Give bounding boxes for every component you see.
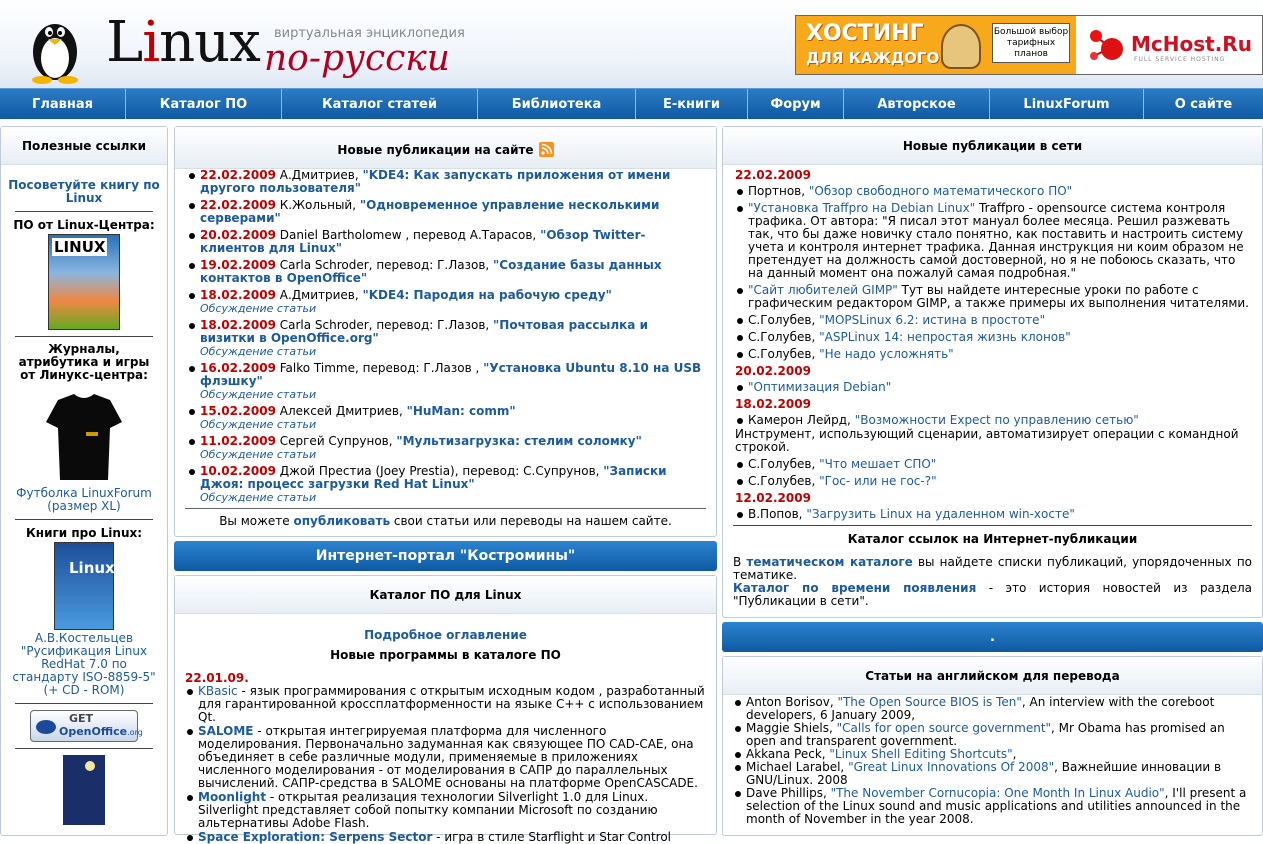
portal-banner[interactable]: Интернет-портал "Костромины" bbox=[174, 541, 717, 571]
site-news-title: Новые публикации на сайте bbox=[337, 142, 534, 157]
nav-ebooks[interactable]: E-книги bbox=[636, 89, 748, 119]
nav-articles-catalog[interactable]: Каталог статей bbox=[282, 89, 478, 119]
page-header bbox=[0, 0, 1263, 88]
rss-icon[interactable] bbox=[539, 142, 554, 157]
time-catalog-link[interactable]: Каталог по времени появления bbox=[733, 581, 977, 595]
news-item bbox=[187, 259, 704, 285]
news-title-link[interactable]: "Мультизагрузка: стелим соломку" bbox=[396, 434, 642, 448]
web-news-link[interactable]: "ASPLinux 14: непростая жизнь клонов" bbox=[819, 330, 1071, 344]
book-cover-icon: Linux bbox=[69, 559, 115, 577]
logo-russian-text: по-русски bbox=[264, 38, 450, 79]
news-date: 20.02.2009 bbox=[200, 228, 276, 242]
nav-linuxforum[interactable]: LinuxForum bbox=[990, 89, 1144, 119]
news-date: 19.02.2009 bbox=[200, 258, 276, 272]
web-news-author: С.Голубев, bbox=[748, 330, 820, 344]
tshirt-caption[interactable]: Футболка LinuxForum (размер XL) bbox=[16, 486, 152, 513]
web-news-desc: Тут вы найдете интересные уроки по работе с графическим редактором GIMP, а также примеры их выполнения читателями. bbox=[748, 283, 1249, 310]
publish-link[interactable]: опубликовать bbox=[293, 514, 391, 528]
banner-brand: McHost.Ru bbox=[1131, 32, 1252, 56]
web-news-date: 18.02.2009 bbox=[735, 397, 811, 411]
site-logo[interactable] bbox=[18, 10, 468, 82]
english-article-item bbox=[733, 761, 1250, 787]
web-news-list bbox=[723, 165, 1262, 521]
publish-line bbox=[175, 514, 716, 528]
web-news-item bbox=[735, 348, 1250, 361]
moon-icon bbox=[85, 761, 95, 771]
web-news-link[interactable]: "Сайт любителей GIMP" bbox=[748, 283, 898, 297]
english-author: Akkana Peck, bbox=[746, 747, 830, 761]
news-comment-link[interactable]: Обсуждение статьи bbox=[200, 418, 317, 431]
english-desc: , I'll present a selection of the Linux sound and music applications and utilities announced in the month of November in the year 2008. bbox=[746, 786, 1247, 826]
nav-software-catalog[interactable]: Каталог ПО bbox=[126, 89, 282, 119]
web-news-item bbox=[735, 381, 1250, 394]
web-news-item bbox=[735, 202, 1250, 280]
program-item bbox=[185, 831, 706, 844]
web-news-author: Портнов, bbox=[748, 184, 809, 198]
new-programs-heading: Новые программы в каталоге ПО bbox=[330, 648, 561, 662]
news-item bbox=[187, 405, 704, 431]
right-blue-bar[interactable]: . bbox=[722, 622, 1263, 652]
web-news-link[interactable]: "Оптимизация Debian" bbox=[748, 380, 892, 394]
news-date: 18.02.2009 bbox=[200, 288, 276, 302]
english-author: Dave Phillips, bbox=[746, 786, 831, 800]
journal-heading: Журналы, атрибутика и игры от Линукс-центра: bbox=[18, 342, 150, 382]
news-author: Джой Престиа (Joey Prestia), перевод: С.Супрунов, bbox=[279, 464, 604, 478]
program-name-link[interactable]: Moonlight bbox=[198, 790, 267, 804]
linux-format-magazine[interactable] bbox=[48, 234, 120, 330]
news-author: Carla Schroder, перевод: Г.Лазов, bbox=[279, 258, 494, 272]
web-news-author: С.Голубев, bbox=[748, 347, 820, 361]
nav-authors[interactable]: Авторское bbox=[844, 89, 990, 119]
program-description: - игра в стиле Starflight и Star Control bbox=[432, 830, 672, 844]
logo-subtitle: виртуальная энциклопедия bbox=[274, 26, 465, 41]
thematic-catalog-link[interactable]: тематическом каталоге bbox=[746, 555, 913, 569]
web-news-item bbox=[735, 414, 1250, 427]
program-description: - язык программирования с открытым исходным кодом , разработанный для гарантированной кроссплатформенности на языке C++ с использованием Qt. bbox=[198, 684, 705, 724]
book-cover[interactable] bbox=[54, 542, 114, 630]
nav-home[interactable]: Главная bbox=[0, 89, 126, 119]
english-desc: , An interview with the coreboot developers, 6 January 2009, bbox=[746, 695, 1215, 722]
news-date: 10.02.2009 bbox=[200, 464, 276, 478]
news-comment-link[interactable]: Обсуждение статьи bbox=[200, 388, 317, 401]
magazine-cover-icon: LINUX bbox=[54, 238, 106, 256]
web-news-link[interactable]: "MOPSLinux 6.2: истина в простоте" bbox=[819, 313, 1046, 327]
english-article-item bbox=[733, 722, 1250, 748]
news-title-link[interactable]: "HuMan: comm" bbox=[406, 404, 516, 418]
web-news-author: С.Голубев, bbox=[748, 313, 820, 327]
news-author: Сергей Супрунов, bbox=[279, 434, 397, 448]
news-author: Falko Timme, перевод: Г.Лазов , bbox=[279, 361, 484, 375]
programs-date: 22.01.09. bbox=[185, 671, 249, 685]
news-item bbox=[187, 169, 704, 195]
oo-get-label: GET bbox=[69, 712, 94, 725]
english-desc: , bbox=[1012, 747, 1017, 761]
english-articles-title: Статьи на английском для перевода bbox=[723, 657, 1262, 695]
program-item bbox=[185, 685, 706, 724]
banner-line1: ХОСТИНГ bbox=[806, 21, 924, 46]
english-author: Michael Larabel, bbox=[746, 760, 849, 774]
news-author: А.Дмитриев, bbox=[279, 288, 363, 302]
web-news-item bbox=[735, 508, 1250, 521]
web-news-link[interactable]: "Обзор свободного математического ПО" bbox=[808, 184, 1073, 198]
night-sky-image[interactable] bbox=[63, 755, 105, 825]
program-item bbox=[185, 725, 706, 790]
news-title-link[interactable]: "Обзор Twitter-клиентов для Linux" bbox=[200, 228, 646, 255]
news-comment-link[interactable]: Обсуждение статьи bbox=[200, 491, 317, 504]
news-item bbox=[187, 435, 704, 461]
news-item bbox=[187, 465, 704, 504]
web-news-item bbox=[735, 331, 1250, 344]
english-article-link[interactable]: "Great Linux Innovations Of 2008" bbox=[848, 760, 1055, 774]
news-title-link[interactable]: "Одновременное управление несколькими серверами" bbox=[200, 198, 660, 225]
news-title-link[interactable]: "Создание базы данных контактов в OpenOffice" bbox=[200, 258, 662, 285]
site-news-panel bbox=[174, 126, 717, 537]
web-news-date: 12.02.2009 bbox=[735, 491, 811, 505]
logo-linux-text: Linux bbox=[106, 10, 260, 75]
banner-bubble: Большой выбор тарифных планов bbox=[992, 23, 1070, 63]
nav-library[interactable]: Библиотека bbox=[478, 89, 636, 119]
openoffice-gull-icon bbox=[36, 720, 56, 734]
web-news-item bbox=[735, 284, 1250, 310]
catalog-toc-link[interactable]: Подробное оглавление bbox=[364, 628, 527, 642]
english-article-item bbox=[733, 787, 1250, 826]
english-author: Anton Borisov, bbox=[746, 695, 838, 709]
web-news-link[interactable]: "Не надо усложнять" bbox=[819, 347, 954, 361]
news-author: К.Жольный, bbox=[279, 198, 360, 212]
program-description: - открытая интегрируемая платформа для численного моделирования. Первоначально задуманная как связующее ПО CAD-CAE, она объединяет в себе различные модули, применяемые в приложениях численного моделирования - от моделирования в САПР до параллельных вычислений. САПР-средства в SALOME основаны на платформе OpenCASCADE. bbox=[198, 724, 698, 790]
program-item bbox=[185, 791, 706, 830]
english-article-item bbox=[733, 696, 1250, 722]
web-news-author: С.Голубев, bbox=[748, 474, 820, 488]
tshirt-icon[interactable] bbox=[44, 390, 124, 484]
get-openoffice-button[interactable] bbox=[30, 710, 143, 742]
news-title-link[interactable]: "KDE4: Как запускать приложения от имени другого пользователя" bbox=[200, 168, 671, 195]
web-news-title: Новые публикации в сети bbox=[723, 127, 1262, 165]
web-news-date: 20.02.2009 bbox=[735, 364, 811, 378]
program-description: - открытая реализация технологии Silverlight 1.0 для Linux. Silverlight представляет собой попытку компании Microsoft по созданию альтернативы Adobe Flash. bbox=[198, 790, 658, 830]
news-date: 22.02.2009 bbox=[200, 198, 276, 212]
english-author: Maggie Shiels, bbox=[746, 721, 837, 735]
program-name-link[interactable]: KBasic bbox=[198, 684, 238, 698]
news-date: 15.02.2009 bbox=[200, 404, 276, 418]
catalog-links-title: Каталог ссылок на Интернет-публикации bbox=[847, 532, 1138, 546]
news-title-link[interactable]: "Почтовая рассылка и визитки в OpenOffice.org" bbox=[200, 318, 648, 345]
tux-logo-icon bbox=[22, 12, 88, 84]
web-news-link[interactable]: "Что мешает СПО" bbox=[819, 457, 937, 471]
software-catalog-title: Каталог ПО для Linux bbox=[175, 576, 716, 614]
banner-brand-sub: FULL SERVICE HOSTING bbox=[1134, 56, 1226, 63]
web-news-link[interactable]: "Загрузить Linux на удаленном win-хосте" bbox=[806, 507, 1075, 521]
news-comment-link[interactable]: Обсуждение статьи bbox=[200, 448, 317, 461]
english-desc: , Mr Obama has promised an open and transparent government. bbox=[746, 721, 1225, 748]
web-news-author: Камерон Лейрд, bbox=[748, 413, 855, 427]
site-news-list bbox=[175, 169, 716, 504]
site-news-header bbox=[175, 127, 716, 169]
web-news-link[interactable]: "Установка Traffpro на Debian Linux" bbox=[748, 201, 976, 215]
web-news-item bbox=[735, 314, 1250, 327]
news-date: 11.02.2009 bbox=[200, 434, 276, 448]
english-article-link[interactable]: "The November Cornucopia: One Month In Linux Audio" bbox=[830, 786, 1165, 800]
book-caption[interactable]: А.В.Костельцев "Русификация Linux RedHat 7.0 по стандарту ISO-8859-5" (+ CD - ROM) bbox=[12, 631, 156, 697]
web-news-item bbox=[735, 458, 1250, 471]
web-news-link[interactable]: "Возможности Expect по управлению сетью" bbox=[854, 413, 1139, 427]
program-name-link[interactable]: Space Exploration: Serpens Sector bbox=[198, 830, 433, 844]
web-news-note: Инструмент, использующий сценарии, автоматизирует операции с командной строкой. bbox=[735, 427, 1239, 454]
useful-links-title: Полезные ссылки bbox=[1, 127, 167, 165]
nav-about[interactable]: О сайте bbox=[1174, 96, 1233, 112]
news-author: Carla Schroder, перевод: Г.Лазов, bbox=[279, 318, 494, 332]
news-item bbox=[187, 362, 704, 401]
web-news-desc: Traffpro - opensource система контроля трафика. От автора: "Я писал этот мануал более месяца. Решил разжевать так, что бы даже новичку стало понятно, как поставить и настроить систему учета и контроля интернет трафика. Данная инструкция ни коим образом не претендует на должность самой достоверной, но я не побоюсь сказать, что на данный момент она пожалуй самая подробная." bbox=[748, 201, 1244, 280]
hosting-banner[interactable] bbox=[795, 15, 1263, 75]
news-comment-link[interactable]: Обсуждение статьи bbox=[200, 302, 317, 315]
cartoon-man-icon bbox=[941, 24, 981, 69]
news-date: 16.02.2009 bbox=[200, 361, 276, 375]
books-heading: Книги про Linux: bbox=[25, 526, 143, 540]
web-news-date: 22.02.2009 bbox=[735, 168, 811, 182]
nav-forum[interactable]: Форум bbox=[748, 89, 844, 119]
news-item bbox=[187, 289, 704, 315]
news-item bbox=[187, 199, 704, 225]
english-articles-list bbox=[723, 695, 1262, 826]
web-news-author: В.Попов, bbox=[748, 507, 807, 521]
programs-list bbox=[185, 685, 706, 844]
news-item bbox=[187, 229, 704, 255]
useful-links-panel bbox=[0, 126, 168, 836]
catalog-links-text: В тематическом каталоге вы найдете списки публикаций, упорядоченных по тематике. Каталог по времени появления - это история новостей из раздела "Публикации в сети". bbox=[733, 555, 1253, 608]
news-title-link[interactable]: "Записки Джоя: процесс загрузки Red Hat Linux" bbox=[200, 464, 667, 491]
po-heading: ПО от Linux-Центра: bbox=[13, 218, 155, 232]
web-news-panel bbox=[722, 126, 1263, 618]
web-news-item bbox=[735, 185, 1250, 198]
web-news-link[interactable]: "Гос- или не гос-?" bbox=[819, 474, 937, 488]
publish-post: свои статьи или переводы на нашем сайте. bbox=[390, 514, 672, 528]
advise-book-link[interactable]: Посоветуйте книгу по Linux bbox=[8, 178, 160, 205]
oo-name: OpenOffice.org bbox=[59, 725, 143, 738]
english-article-link[interactable]: "Linux Shell Editing Shortcuts" bbox=[829, 747, 1013, 761]
news-author: Daniel Bartholomew , перевод А.Тарасов, bbox=[279, 228, 541, 242]
main-nav bbox=[0, 88, 1263, 119]
news-author: Алексей Дмитриев, bbox=[279, 404, 407, 418]
web-news-item bbox=[735, 475, 1250, 488]
publish-pre: Вы можете bbox=[219, 514, 294, 528]
news-title-link[interactable]: "KDE4: Пародия на рабочую среду" bbox=[362, 288, 612, 302]
web-news-author: С.Голубев, bbox=[748, 457, 820, 471]
english-article-link[interactable]: "The Open Source BIOS is Ten" bbox=[837, 695, 1022, 709]
news-item bbox=[187, 319, 704, 358]
molecule-icon bbox=[1086, 24, 1126, 64]
software-catalog-panel bbox=[174, 575, 717, 844]
news-author: А.Дмитриев, bbox=[279, 168, 363, 182]
program-name-link[interactable]: SALOME bbox=[198, 724, 254, 738]
news-date: 22.02.2009 bbox=[200, 168, 276, 182]
news-comment-link[interactable]: Обсуждение статьи bbox=[200, 345, 317, 358]
english-articles-panel bbox=[722, 656, 1263, 836]
banner-line2: ДЛЯ КАЖДОГО bbox=[806, 49, 940, 67]
english-desc: , Важнейшие инновации в GNU/Linux. 2008 bbox=[746, 760, 1222, 787]
english-article-link[interactable]: "Calls for open source government" bbox=[836, 721, 1052, 735]
news-date: 18.02.2009 bbox=[200, 318, 276, 332]
news-title-link[interactable]: "Установка Ubuntu 8.10 на USB флэшку" bbox=[200, 361, 702, 388]
